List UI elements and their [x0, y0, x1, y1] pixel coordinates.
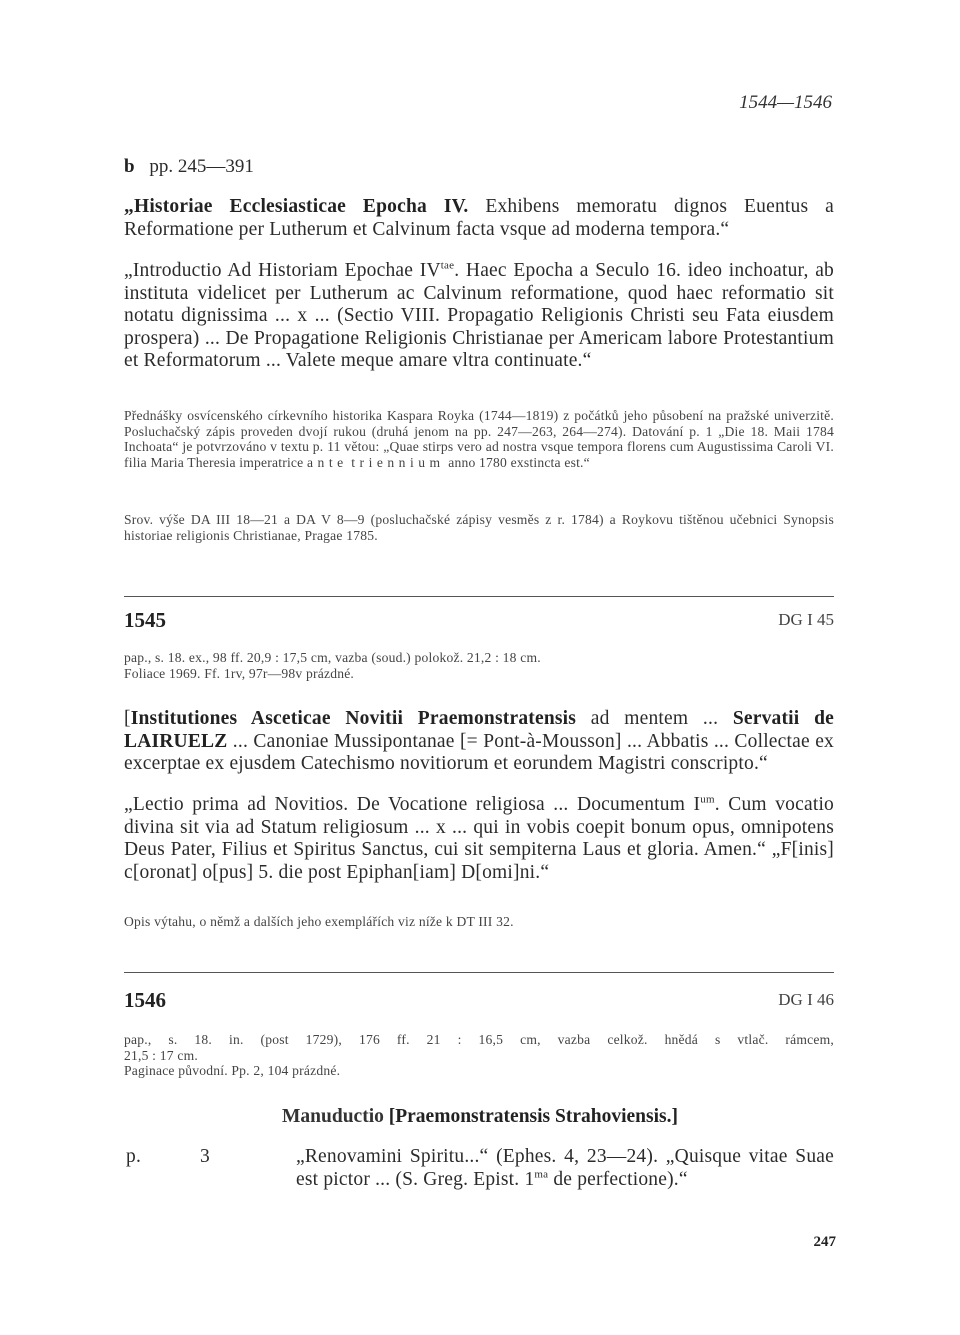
- incipit-1546-a: „Renovamini Spiritu...“ (Ephes. 4, 23—24). „Quisque vitae Suae est pictor ... (S. Greg. Epist. 1: [296, 1146, 834, 1190]
- desc-1546-line1: pap., s. 18. in. (post 1729), 176 ff. 21 : 16,5 cm, vazba celkož. hnědá s vtlač. rámcem,: [124, 1032, 834, 1047]
- incipit-1545-a: „Lectio prima ad Novitios. De Vocatione religiosa ... Documentum I: [124, 794, 701, 815]
- note-1545: Opis výtahu, o němž a dalších jeho exemplářích viz níže k DT III 32.: [124, 914, 514, 929]
- incipit-1545-sup: um: [700, 793, 715, 806]
- section-heading: [124, 156, 254, 178]
- section-range: pp. 245—391: [149, 156, 254, 177]
- divider-2: [124, 972, 834, 973]
- note-1544-spaced-1: ante: [307, 454, 348, 470]
- entry-number-1546: 1546: [124, 988, 166, 1012]
- title-1545-mid: ad mentem ...: [576, 708, 733, 729]
- desc-1546-line2: 21,5 : 17 cm.: [124, 1047, 198, 1063]
- divider-1: [124, 596, 834, 597]
- incipit-1544-b: . Haec Epocha a Seculo 16. ideo inchoatur, ab instituta videlicet per Lutherum ac Calvinum reformatione, quod haec reformatio sit notatu dignissima ... x ... (Sectio VIII. Propagatio Religionis Christi seu Fata eiusdem prospera) ... De Propagatione Religionis Christianae per Americam labore Protestantium et Reformatorum ... Valete meque amare vltra continuate.“: [124, 260, 834, 372]
- shelfmark-1545: DG I 45: [778, 610, 834, 629]
- title-1544-bold: „Historiae Ecclesiasticae Epocha IV.: [124, 196, 469, 217]
- incipit-1546-sup: ma: [534, 1168, 549, 1181]
- title-1545-open: [: [124, 708, 131, 729]
- shelfmark-1546: DG I 46: [778, 990, 834, 1009]
- incipit-1545: [124, 794, 834, 884]
- entry-number-1545: 1545: [124, 608, 166, 632]
- incipit-1544-a: „Introductio Ad Historiam Epochae IV: [124, 260, 441, 281]
- note-1544-ref: Srov. výše DA III 18—21 a DA V 8—9 (posluchačské zápisy vesměs z r. 1784) a Roykovu tištěnou učebnici Synopsis historiae religionis Christianae, Pragae 1785.: [124, 512, 834, 543]
- desc-1545-line2: Foliace 1969. Ff. 1rv, 97r—98v prázdné.: [124, 665, 355, 681]
- page-ref-number: 3: [200, 1146, 210, 1167]
- desc-1545-line1: pap., s. 18. ex., 98 ff. 20,9 : 17,5 cm, vazba (soud.) polokož. 21,2 : 18 cm.: [124, 650, 541, 665]
- incipit-1544: [124, 260, 834, 373]
- title-1545-bold-1: Institutiones Asceticae Novitii Praemonstratensis: [130, 708, 577, 729]
- note-1544-b: anno 1780 exstincta est.“: [448, 454, 590, 470]
- title-1546: [0, 1106, 960, 1128]
- title-1544: [124, 196, 834, 241]
- note-1544: [124, 408, 834, 470]
- incipit-1546-b: de perfectione).“: [548, 1168, 688, 1190]
- note-1544-spaced-2: triennium: [351, 454, 445, 470]
- desc-1546: [124, 1032, 834, 1079]
- incipit-1546: [296, 1146, 834, 1191]
- title-1545: [124, 708, 834, 776]
- incipit-1544-sup: tae: [440, 259, 455, 272]
- title-1545-rest: ... Canoniae Mussipontanae [= Pont-à-Mousson] ... Abbatis ... Collectae ex excerptae ex ejusdem Catechismo novitiorum et eorundem Magistri conscripto.“: [124, 730, 834, 775]
- running-head: 1544—1546: [739, 92, 832, 113]
- page-number: 247: [813, 1234, 836, 1250]
- page-ref-label: p.: [126, 1146, 142, 1167]
- desc-1545: [124, 650, 834, 681]
- incipit-1545-b: . Cum vocatio divina sit via ad Statum religiosum ... x ... qui in vobis coepit bonum opus, omnipotens Deus Pater, Filius et Spiritus Sanctus, cui sit sempiterna Laus et gloria. Amen.“ „F[inis] c[oronat] o[pus] 5. die post Epiphan[iam] D[omi]ni.“: [124, 794, 835, 883]
- desc-1546-line3: Paginace původní. Pp. 2, 104 prázdné.: [124, 1063, 341, 1079]
- title-1544-rest: Exhibens memoratu dignos Euentus a Reformatione per Lutherum et Calvinum facta vsque ad moderna tempora.“: [124, 196, 834, 240]
- title-1546-bold: [Praemonstratensis Strahoviensis.]: [388, 1106, 678, 1127]
- note-1544-a: Přednášky osvícenského církevního historika Kaspara Royka (1744—1819) z počátků jeho působení na pražské univerzitě. Posluchačský zápis proveden dvojí rukou (druhá jenom na pp. 247—263, 264—274). Datování p. 1 „Die 18. Maii 1784 Inchoata“ je potvrzováno v textu p. 11 větou: „Quae stirps vero ad nostra vsque tempora florens cum Augustissima Caroli VI. filia Maria Theresia imperatrice: [124, 408, 834, 470]
- title-1546-plain: Manuductio: [282, 1106, 389, 1127]
- section-label: b: [124, 156, 135, 177]
- title-1545-bold-2: Servatii de LAIRUELZ: [124, 708, 834, 752]
